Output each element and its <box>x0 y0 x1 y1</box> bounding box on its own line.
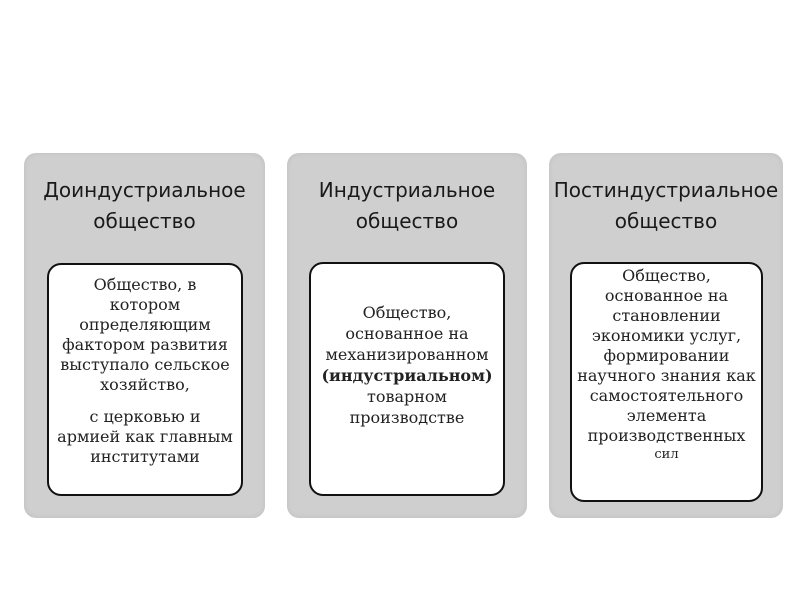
postindustrial-society-title <box>549 175 783 237</box>
preindustrial-society-panel <box>24 153 265 518</box>
title-line: общество <box>355 209 459 233</box>
description-line: формировании <box>603 346 730 365</box>
description-line: Общество, <box>622 266 711 285</box>
preindustrial-society-title <box>24 175 265 237</box>
description-line: производственных <box>587 426 746 445</box>
description-line: производстве <box>349 408 465 427</box>
title-line: Доиндустриальное <box>43 178 246 202</box>
description-line: сил <box>654 447 679 462</box>
description-line: институтами <box>90 447 200 466</box>
title-line: Индустриальное <box>318 178 496 202</box>
industrial-society-title <box>287 175 527 237</box>
description-line: выступало сельское <box>60 355 230 374</box>
description-line: Общество, в <box>93 275 197 294</box>
description-line: научного знания как <box>577 366 756 385</box>
description-line: определяющим <box>79 315 211 334</box>
description-line: механизированном <box>325 345 489 364</box>
description-line: экономики услуг, <box>591 326 742 345</box>
description-line: с церковью и <box>89 407 201 426</box>
description-line: фактором развития <box>62 335 228 354</box>
preindustrial-society-description-box <box>47 263 243 496</box>
postindustrial-society-description-box <box>570 262 763 502</box>
description-line: самостоятельного <box>589 386 744 405</box>
description-line: котором <box>109 295 181 314</box>
description-line: элемента <box>626 406 707 425</box>
description-line: армией как главным <box>57 427 233 446</box>
preindustrial-society-description <box>49 275 241 467</box>
description-line: основанное на <box>604 286 729 305</box>
description-line: (индустриальном) <box>321 366 493 385</box>
postindustrial-society-description <box>572 266 761 464</box>
description-line: Общество, <box>362 303 452 322</box>
industrial-society-description <box>311 302 503 428</box>
title-line: общество <box>614 209 718 233</box>
description-line: хозяйство, <box>100 375 190 394</box>
title-line: общество <box>93 209 196 233</box>
description-line: становлении <box>612 306 721 325</box>
description-line: товарном <box>366 387 447 406</box>
industrial-society-description-box <box>309 262 505 496</box>
postindustrial-society-panel <box>549 153 783 518</box>
description-line: основанное на <box>345 324 469 343</box>
title-line: Постиндустриальное <box>553 178 779 202</box>
industrial-society-panel <box>287 153 527 518</box>
